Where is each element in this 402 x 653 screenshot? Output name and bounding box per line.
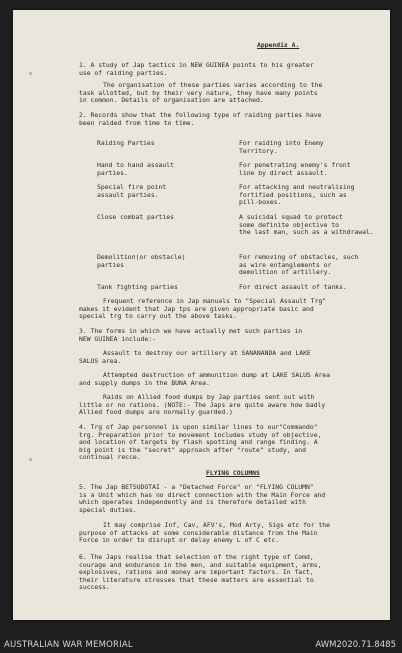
paragraph-3a: Assault to destroy our artillery at SANANANDA and LAKE SALUS area. xyxy=(79,349,311,365)
raiding-type-right-5: For removing of obstacles, such as wire entanglements or demolition of artillery. xyxy=(239,253,359,277)
raiding-type-right-3: For attacking and neutralising fortified positions, such as pill-boxes. xyxy=(239,183,355,207)
raiding-type-left-1: Raiding Parties xyxy=(97,139,155,147)
flying-columns-heading: FLYING COLUMNS xyxy=(206,469,260,477)
raiding-type-right-1: For raiding into Enemy Territory. xyxy=(239,139,324,155)
paragraph-3: 3. The forms in which we have actually met such parties in NEW GUINEA include:- xyxy=(79,327,303,343)
paragraph-6: 6. The Japs realise that selection of the right type of Comd, courage and endurance in the men, and suitable equipment, arms, explosives, rations and money are important factors. In fact, their literature stresses that these matters are essential to success. xyxy=(79,553,322,592)
raiding-type-left-2: Hand to hand assault parties. xyxy=(97,161,174,177)
footer-bar xyxy=(0,638,402,653)
paragraph-2b: Frequent reference in Jap manuals to "Special Assault Trg" makes it evident that Jap tps are given appropriate basic and special trg to carry out the above tasks. xyxy=(79,297,327,321)
paragraph-1b: The organisation of these parties varies according to the task allotted, but by their very nature, they have many points in common. Details of organisation are attached. xyxy=(79,81,323,105)
paragraph-5b: It may comprise Inf, Cav, AFV's, Mod Arty, Sigs etc for the purpose of attacks at some considerable distance from the Main Force in order to disrupt or delay enemy L of C etc. xyxy=(79,521,331,545)
raiding-type-right-6: For direct assault of tanks. xyxy=(239,283,347,291)
raiding-type-left-5: Demolition(or obstacle) parties xyxy=(97,253,186,269)
punch-hole xyxy=(29,458,32,461)
raiding-type-left-3: Special fire point assault parties. xyxy=(97,183,167,199)
raiding-type-left-4: Close combat parties xyxy=(97,213,174,221)
raiding-type-right-4: A suicidal squad to protect some definite objective to the last man, such as a withdrawal. xyxy=(239,213,374,237)
raiding-type-left-6: Tank fighting parties xyxy=(97,283,178,291)
paragraph-3b: Attempted destruction of ammunition dump at LAKE SALUS Area and supply dumps in the BUNA Area. xyxy=(79,371,331,387)
paragraph-1: 1. A study of Jap tactics in NEW GUINEA points to his greater use of raiding parties. xyxy=(79,61,314,77)
footer-accession-number: AWM2020.71.8485 xyxy=(315,640,396,650)
paragraph-2: 2. Records show that the following type of raiding parties have been raided from time to time. xyxy=(79,111,322,127)
punch-hole xyxy=(29,72,32,75)
paragraph-4: 4. Trg of Jap personnel is upon similar lines to our"Commando" trg. Preparation prior to movement includes study of objective, and location of targets by flash spotting and range finding. A big point is the "secret" approach after "route" study, and continual recce. xyxy=(79,423,322,462)
footer-credit: AUSTRALIAN WAR MEMORIAL xyxy=(4,640,133,650)
raiding-type-right-2: For penetrating enemy's front line by direct assault. xyxy=(239,161,351,177)
document-page xyxy=(13,10,390,620)
paragraph-5: 5. The Jap BETSUDOTAI - a "Detached Force" or "FLYING COLUMN" is a Unit which has no direct connection with the Main Force and which operates independently and is therefore detailed with special duties. xyxy=(79,483,326,514)
paragraph-3c: Raids on Allied food dumps by Jap parties sent out with little or no rations. (NOTE:- The Japs are quite aware how badly Allied food dumps are normally guarded.) xyxy=(79,393,326,417)
appendix-heading: Appendix A. xyxy=(257,41,300,49)
